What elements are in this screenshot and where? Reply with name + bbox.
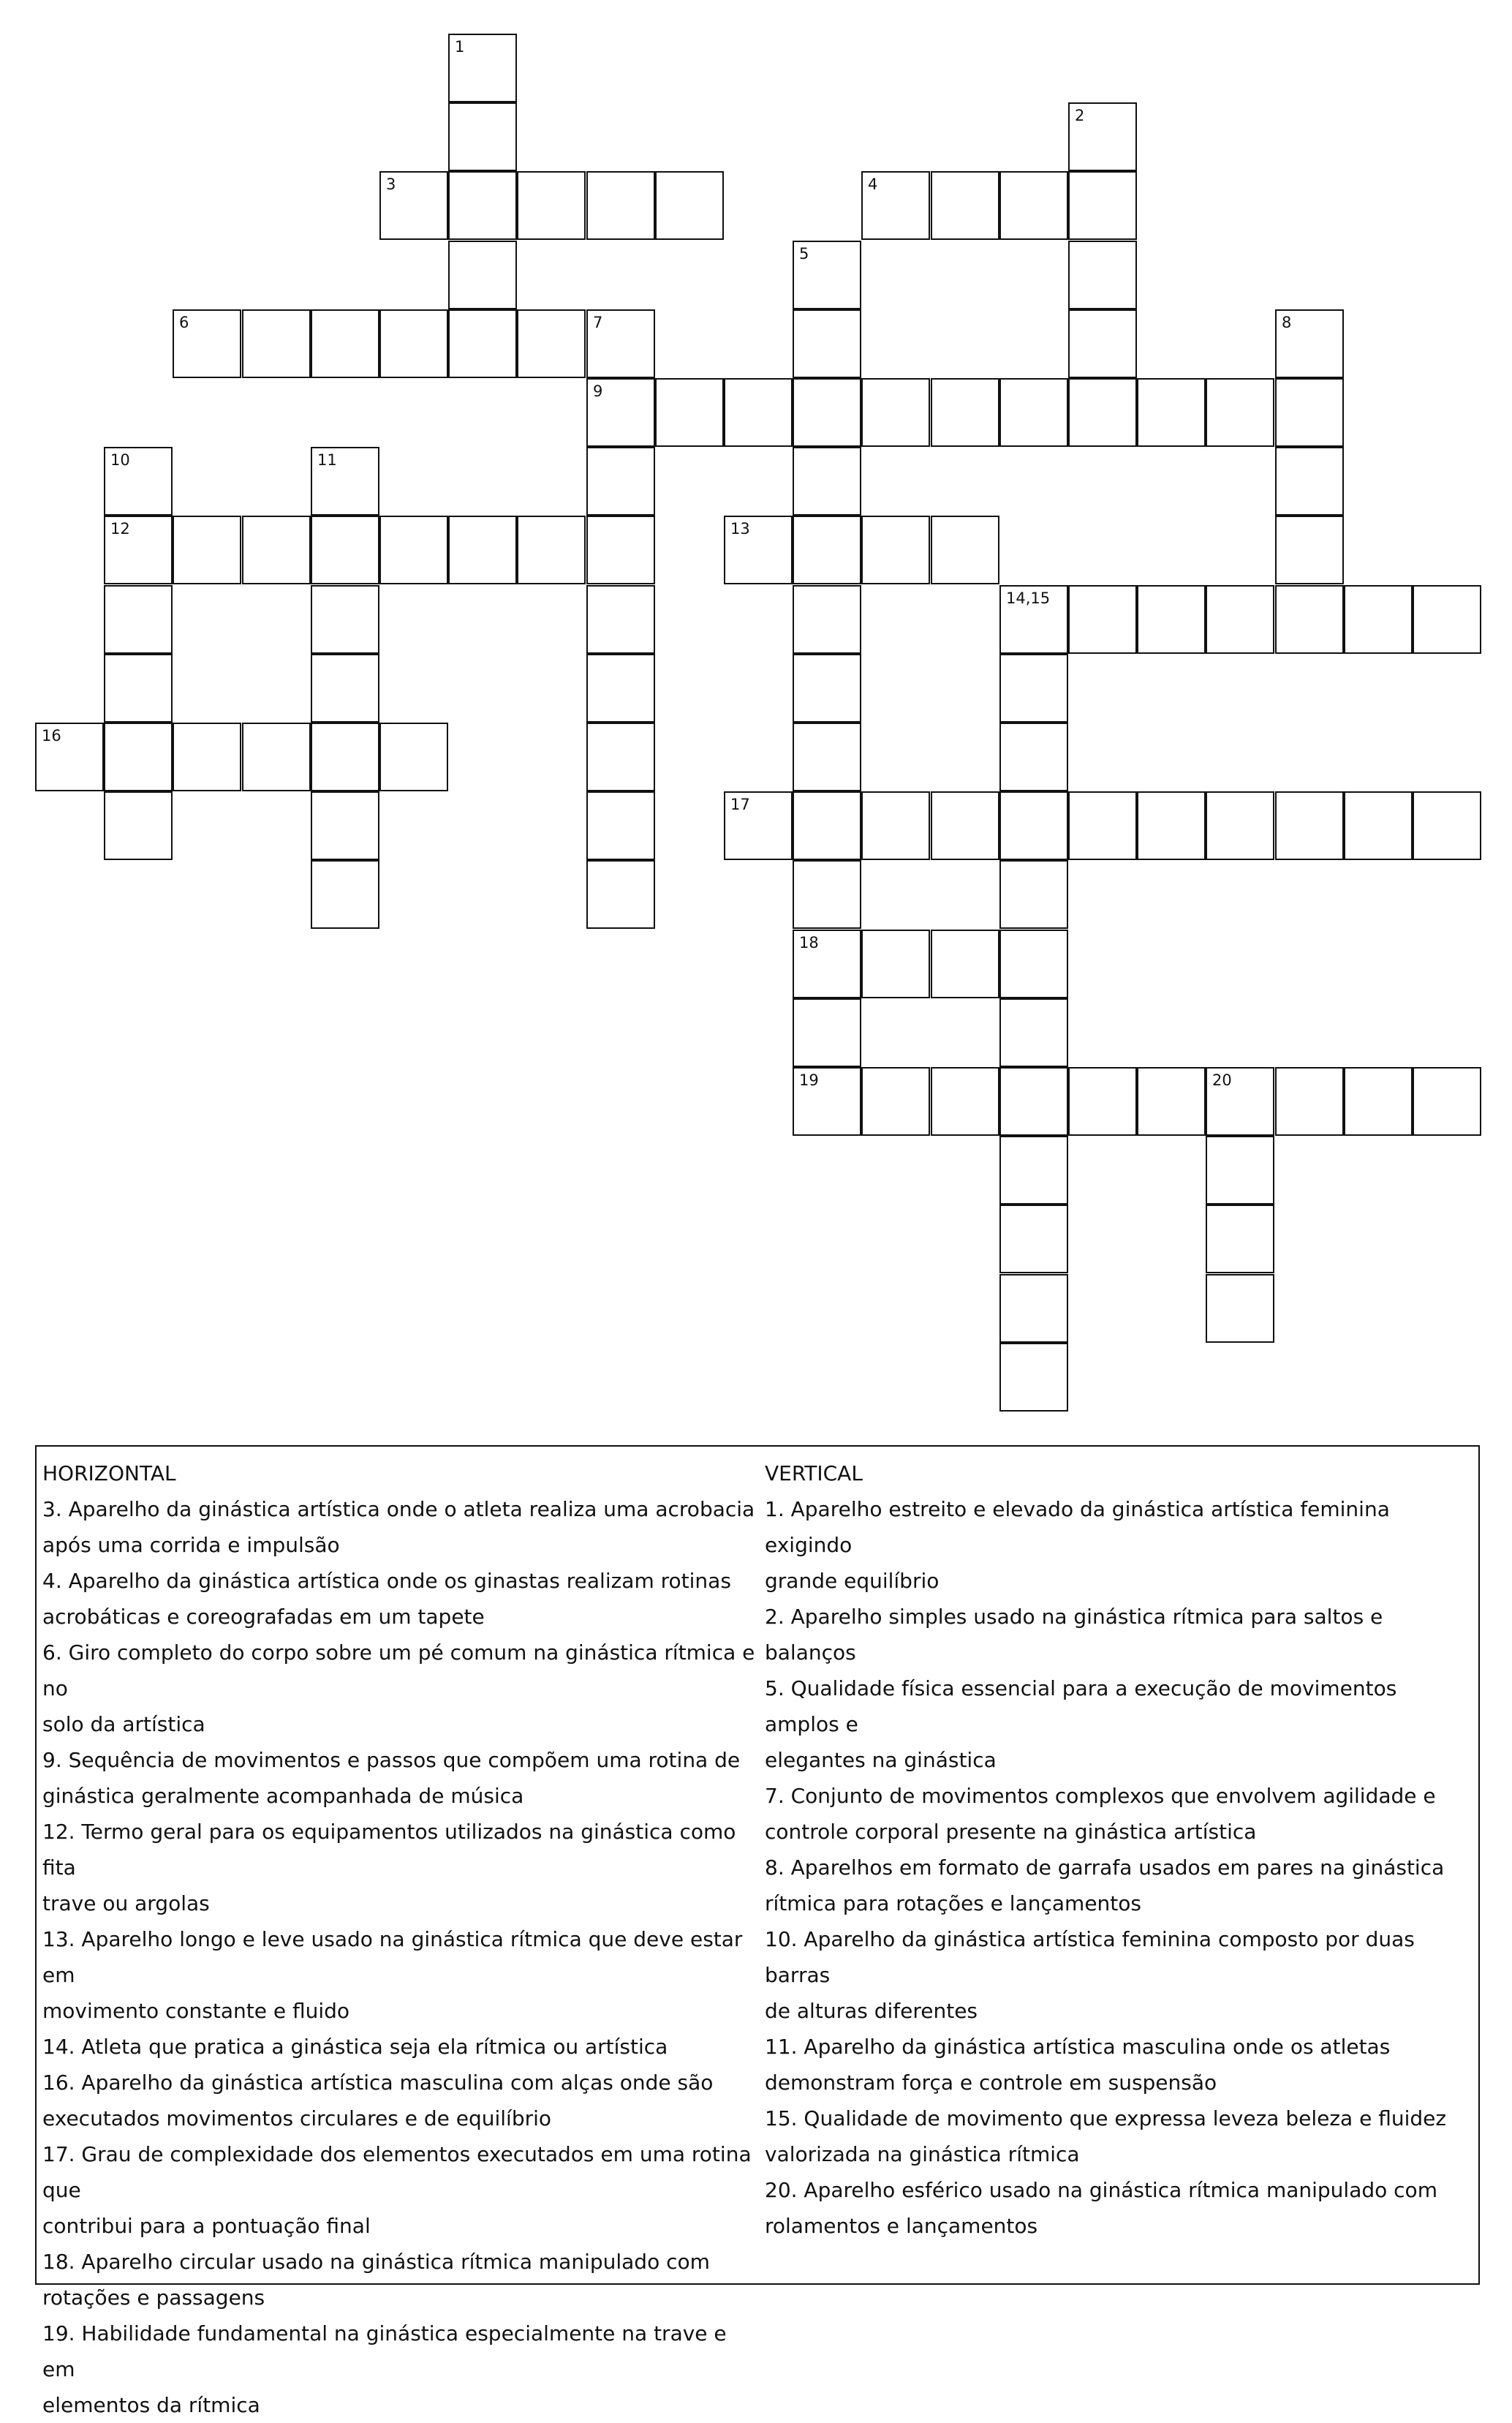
grid-cell[interactable] — [311, 860, 379, 929]
grid-cell[interactable] — [793, 378, 861, 447]
grid-cell[interactable] — [1206, 1274, 1274, 1343]
grid-cell[interactable] — [173, 723, 241, 791]
horizontal-title: HORIZONTAL — [42, 1461, 176, 1485]
grid-cell[interactable] — [311, 791, 379, 860]
clue-line: ginástica geralmente acompanhada de música — [42, 1784, 524, 1808]
grid-cell[interactable] — [586, 654, 655, 723]
grid-cell[interactable] — [999, 378, 1068, 447]
grid-cell[interactable] — [655, 378, 724, 447]
clue-line: 19. Habilidade fundamental na ginástica especialmente na trave e em — [42, 2321, 727, 2381]
grid-cell[interactable] — [1275, 516, 1344, 584]
grid-cell[interactable] — [1275, 791, 1344, 860]
grid-cell[interactable] — [999, 723, 1068, 791]
grid-cell[interactable] — [35, 723, 104, 791]
grid-cell[interactable] — [999, 654, 1068, 723]
clue-line: rotações e passagens — [42, 2286, 265, 2310]
grid-cell[interactable] — [586, 585, 655, 654]
grid-cell[interactable] — [311, 309, 379, 378]
grid-cell[interactable] — [1137, 791, 1206, 860]
grid-cell[interactable] — [931, 930, 999, 998]
grid-cell[interactable] — [1344, 585, 1413, 654]
grid-cell[interactable] — [999, 791, 1068, 860]
clue-number: 10 — [110, 451, 130, 469]
grid-cell[interactable] — [586, 860, 655, 929]
grid-cell[interactable] — [1206, 1205, 1274, 1273]
clues-box — [35, 1445, 1480, 2417]
grid-cell[interactable] — [931, 378, 999, 447]
grid-cell[interactable] — [1068, 102, 1137, 171]
clue-number: 8 — [1282, 314, 1292, 331]
clue-line: 16. Aparelho da ginástica artística masculina com alças onde são — [42, 2070, 714, 2095]
grid-cell[interactable] — [1068, 1067, 1137, 1136]
grid-cell[interactable] — [999, 1274, 1068, 1343]
grid-cell[interactable] — [1275, 378, 1344, 447]
grid-cell[interactable] — [793, 585, 861, 654]
clue-number: 3 — [386, 176, 396, 193]
grid-cell[interactable] — [1206, 585, 1274, 654]
grid-cell[interactable] — [1137, 1067, 1206, 1136]
grid-cell[interactable] — [448, 34, 517, 102]
clue-line: 20. Aparelho esférico usado na ginástica rítmica manipulado com — [765, 2178, 1437, 2202]
clue-line: 4. Aparelho da ginástica artística onde os ginastas realizam rotinas — [42, 1569, 731, 1593]
clue-number: 13 — [730, 520, 750, 538]
grid-cell[interactable] — [999, 860, 1068, 929]
clue-line: valorizada na ginástica rítmica — [765, 2142, 1080, 2166]
grid-cell[interactable] — [793, 1067, 861, 1136]
grid-cell[interactable] — [379, 516, 448, 584]
grid-cell[interactable] — [1206, 378, 1274, 447]
grid-cell[interactable] — [448, 516, 517, 584]
clue-line: 17. Grau de complexidade dos elementos executados em uma rotina que — [42, 2142, 752, 2202]
grid-cell[interactable] — [448, 241, 517, 309]
clue-line: elementos da rítmica — [42, 2393, 260, 2417]
grid-cell[interactable] — [311, 654, 379, 723]
grid-cell[interactable] — [724, 791, 793, 860]
grid-cell[interactable] — [931, 516, 999, 584]
clue-line: 7. Conjunto de movimentos complexos que envolvem agilidade e — [765, 1784, 1436, 1808]
clue-number: 18 — [799, 934, 819, 952]
grid-cell[interactable] — [242, 309, 311, 378]
grid-cell[interactable] — [104, 447, 173, 516]
grid-cell[interactable] — [1068, 791, 1137, 860]
clue-number: 4 — [868, 176, 878, 193]
grid-cell[interactable] — [1275, 585, 1344, 654]
grid-cell[interactable] — [724, 516, 793, 584]
grid-cell[interactable] — [793, 860, 861, 929]
clue-line: grande equilíbrio — [765, 1569, 940, 1593]
grid-cell[interactable] — [104, 654, 173, 723]
grid-cell[interactable] — [1068, 309, 1137, 378]
grid-cell[interactable] — [242, 723, 311, 791]
clue-line: 13. Aparelho longo e leve usado na ginástica rítmica que deve estar em — [42, 1927, 743, 1987]
clue-number: 19 — [799, 1071, 819, 1089]
clue-line: acrobáticas e coreografadas em um tapete — [42, 1605, 485, 1629]
grid-cell[interactable] — [104, 585, 173, 654]
clue-line: 10. Aparelho da ginástica artística feminina composto por duas barras — [765, 1927, 1415, 1987]
grid-cell[interactable] — [1344, 791, 1413, 860]
grid-cell[interactable] — [448, 102, 517, 171]
grid-cell[interactable] — [586, 309, 655, 378]
grid-cell[interactable] — [793, 723, 861, 791]
grid-cell[interactable] — [793, 241, 861, 309]
grid-cell[interactable] — [1344, 1067, 1413, 1136]
clue-line: contribui para a pontuação final — [42, 2214, 371, 2238]
grid-cell[interactable] — [999, 1343, 1068, 1412]
grid-cell[interactable] — [1413, 791, 1481, 860]
clue-number: 6 — [179, 314, 189, 331]
grid-cell[interactable] — [724, 378, 793, 447]
grid-cell[interactable] — [586, 378, 655, 447]
grid-cell[interactable] — [104, 516, 173, 584]
grid-cell[interactable] — [311, 447, 379, 516]
grid-cell[interactable] — [379, 309, 448, 378]
clue-line: de alturas diferentes — [765, 1999, 978, 2023]
grid-cell[interactable] — [861, 791, 930, 860]
clue-line: demonstram força e controle em suspensão — [765, 2070, 1217, 2095]
horizontal-clue-list — [42, 1491, 759, 2423]
grid-cell[interactable] — [311, 723, 379, 791]
clue-number: 9 — [593, 383, 603, 400]
grid-cell[interactable] — [861, 516, 930, 584]
grid-cell[interactable] — [1068, 378, 1137, 447]
clue-number: 12 — [110, 520, 130, 538]
grid-cell[interactable] — [999, 998, 1068, 1067]
grid-cell[interactable] — [104, 791, 173, 860]
grid-cell[interactable] — [793, 309, 861, 378]
clue-number: 2 — [1075, 107, 1085, 124]
grid-cell[interactable] — [586, 171, 655, 240]
grid-cell[interactable] — [1275, 1067, 1344, 1136]
vertical-title: VERTICAL — [765, 1461, 863, 1485]
grid-cell[interactable] — [173, 309, 241, 378]
grid-cell[interactable] — [173, 516, 241, 584]
grid-cell[interactable] — [1413, 1067, 1481, 1136]
clue-line: 5. Qualidade física essencial para a execução de movimentos amplos e — [765, 1676, 1397, 1736]
grid-cell[interactable] — [448, 171, 517, 240]
grid-cell[interactable] — [448, 309, 517, 378]
clue-number: 17 — [730, 796, 750, 813]
grid-cell[interactable] — [793, 516, 861, 584]
grid-cell[interactable] — [931, 171, 999, 240]
clue-line: 11. Aparelho da ginástica artística masculina onde os atletas — [765, 2035, 1391, 2059]
clue-line: executados movimentos circulares e de equilíbrio — [42, 2106, 552, 2130]
grid-cell[interactable] — [931, 1067, 999, 1136]
grid-cell[interactable] — [586, 791, 655, 860]
clue-line: 14. Atleta que pratica a ginástica seja ela rítmica ou artística — [42, 2035, 668, 2059]
clue-line: movimento constante e fluido — [42, 1999, 350, 2023]
grid-cell[interactable] — [1275, 309, 1344, 378]
grid-cell[interactable] — [861, 171, 930, 240]
grid-cell[interactable] — [793, 791, 861, 860]
clue-line: rítmica para rotações e lançamentos — [765, 1891, 1141, 1915]
clue-line: 15. Qualidade de movimento que expressa leveza beleza e fluidez — [765, 2106, 1447, 2130]
grid-cell[interactable] — [517, 516, 586, 584]
grid-cell[interactable] — [586, 516, 655, 584]
grid-cell[interactable] — [104, 723, 173, 791]
horizontal-clues — [42, 1455, 759, 2423]
clue-line: 18. Aparelho circular usado na ginástica rítmica manipulado com — [42, 2250, 710, 2274]
grid-cell[interactable] — [1068, 241, 1137, 309]
grid-cell[interactable] — [999, 930, 1068, 998]
grid-cell[interactable] — [655, 171, 724, 240]
grid-cell[interactable] — [999, 1205, 1068, 1273]
clue-number: 5 — [799, 245, 809, 263]
grid-cell[interactable] — [517, 171, 586, 240]
grid-cell[interactable] — [793, 998, 861, 1067]
clue-line: 8. Aparelhos em formato de garrafa usados em pares na ginástica — [765, 1855, 1445, 1880]
grid-cell[interactable] — [517, 309, 586, 378]
grid-cell[interactable] — [793, 654, 861, 723]
grid-cell[interactable] — [861, 1067, 930, 1136]
clue-line: 1. Aparelho estreito e elevado da ginástica artística feminina exigindo — [765, 1497, 1390, 1557]
vertical-clues — [765, 1455, 1474, 2244]
grid-cell[interactable] — [586, 447, 655, 516]
clue-number: 20 — [1212, 1071, 1232, 1089]
grid-cell[interactable] — [999, 1136, 1068, 1205]
grid-cell[interactable] — [793, 447, 861, 516]
clue-number: 7 — [593, 314, 603, 331]
grid-cell[interactable] — [1206, 1067, 1274, 1136]
clue-line: após uma corrida e impulsão — [42, 1533, 340, 1557]
grid-cell[interactable] — [861, 378, 930, 447]
grid-cell[interactable] — [379, 171, 448, 240]
grid-cell[interactable] — [1206, 1136, 1274, 1205]
grid-cell[interactable] — [793, 930, 861, 998]
grid-cell[interactable] — [931, 791, 999, 860]
grid-cell[interactable] — [1137, 378, 1206, 447]
grid-cell[interactable] — [586, 723, 655, 791]
grid-cell[interactable] — [311, 585, 379, 654]
clue-line: 12. Termo geral para os equipamentos utilizados na ginástica como fita — [42, 1820, 736, 1880]
clue-line: solo da artística — [42, 1712, 205, 1736]
grid-cell[interactable] — [999, 171, 1068, 240]
clue-number: 14,15 — [1006, 589, 1051, 607]
grid-cell[interactable] — [1206, 791, 1274, 860]
grid-cell[interactable] — [1137, 585, 1206, 654]
grid-cell[interactable] — [242, 516, 311, 584]
clue-line: 9. Sequência de movimentos e passos que compõem uma rotina de — [42, 1748, 741, 1772]
clue-line: 2. Aparelho simples usado na ginástica rítmica para saltos e balanços — [765, 1605, 1383, 1665]
grid-cell[interactable] — [311, 516, 379, 584]
grid-cell[interactable] — [999, 585, 1068, 654]
clue-line: trave ou argolas — [42, 1891, 210, 1915]
grid-cell[interactable] — [1413, 585, 1481, 654]
grid-cell[interactable] — [1275, 447, 1344, 516]
clue-line: elegantes na ginástica — [765, 1748, 997, 1772]
grid-cell[interactable] — [861, 930, 930, 998]
grid-cell[interactable] — [999, 1067, 1068, 1136]
clue-line: 3. Aparelho da ginástica artística onde o atleta realiza uma acrobacia — [42, 1497, 755, 1521]
clue-line: controle corporal presente na ginástica artística — [765, 1820, 1257, 1844]
grid-cell[interactable] — [1068, 585, 1137, 654]
clue-number: 16 — [42, 727, 61, 745]
clue-number: 11 — [317, 451, 337, 469]
grid-cell[interactable] — [1068, 171, 1137, 240]
clue-number: 1 — [455, 38, 465, 56]
clue-line: 6. Giro completo do corpo sobre um pé comum na ginástica rítmica e no — [42, 1640, 755, 1700]
clue-line: rolamentos e lançamentos — [765, 2214, 1038, 2238]
grid-cell[interactable] — [379, 723, 448, 791]
vertical-clue-list — [765, 1491, 1474, 2244]
